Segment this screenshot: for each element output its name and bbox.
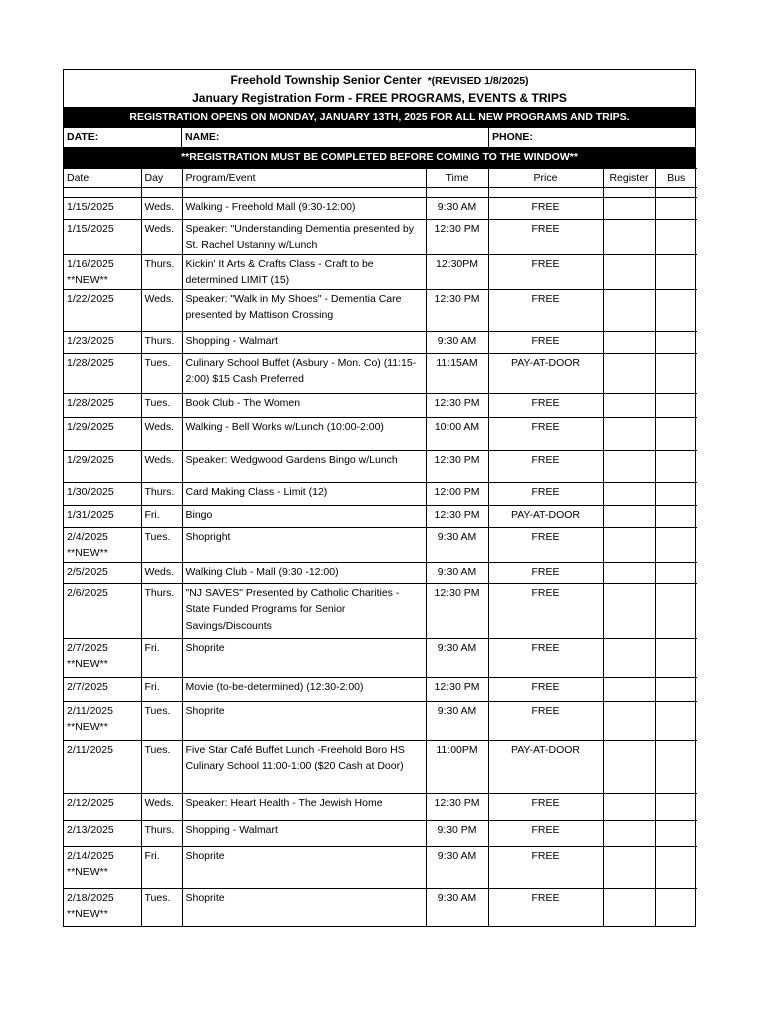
row-day: Tues. [141,393,182,417]
row-day: Weds. [141,197,182,219]
row-price: FREE [488,638,603,677]
row-time: 12:30 PM [426,393,488,417]
center-name: Freehold Township Senior Center [230,73,422,87]
contact-info-row [64,128,695,147]
table-row [64,740,697,793]
table-row [64,197,697,219]
row-program: Walking Club - Mall (9:30 -12:00) [182,562,426,583]
row-program: Card Making Class - Limit (12) [182,482,426,505]
row-price: PAY-AT-DOOR [488,740,603,793]
bus-cell[interactable] [655,740,697,793]
row-date [64,289,141,331]
row-price: FREE [488,331,603,353]
date-field[interactable]: DATE: [64,128,182,147]
row-price: FREE [488,677,603,701]
bus-cell[interactable] [655,505,697,527]
row-time: 12:30PM [426,254,488,289]
row-date [64,219,141,254]
register-cell[interactable] [603,219,655,254]
row-price: FREE [488,289,603,331]
table-header-row [64,169,697,188]
row-day: Fri. [141,846,182,888]
bus-cell[interactable] [655,353,697,393]
event-date: 2/13/2025 [67,823,114,836]
registration-warning: **REGISTRATION MUST BE COMPLETED BEFORE COMING TO THE WINDOW** [64,147,695,168]
col-header-price: Price [488,169,603,188]
row-date [64,740,141,793]
register-cell[interactable] [603,254,655,289]
row-date [64,254,141,289]
register-cell[interactable] [603,562,655,583]
row-time: 9:30 AM [426,846,488,888]
row-price: FREE [488,417,603,450]
row-time: 11:15AM [426,353,488,393]
row-day: Weds. [141,450,182,482]
event-date: 1/29/2025 [67,453,114,466]
row-program: Speaker: Heart Health - The Jewish Home [182,793,426,820]
row-price: FREE [488,701,603,740]
row-date [64,701,141,740]
bus-cell[interactable] [655,888,697,926]
register-cell[interactable] [603,793,655,820]
col-header-program: Program/Event [182,169,426,188]
row-program: Speaker: "Understanding Dementia presented by St. Rachel Ustanny w/Lunch [182,219,426,254]
row-time: 12:30 PM [426,583,488,638]
table-row [64,393,697,417]
new-badge: **NEW** [67,547,108,559]
new-badge: **NEW** [67,658,108,670]
table-row [64,417,697,450]
col-header-day: Day [141,169,182,188]
row-price: FREE [488,482,603,505]
row-day: Thurs. [141,331,182,353]
register-cell[interactable] [603,393,655,417]
table-row [64,527,697,562]
register-cell[interactable] [603,846,655,888]
row-day: Fri. [141,638,182,677]
register-cell[interactable] [603,289,655,331]
row-time: 12:30 PM [426,793,488,820]
table-row [64,638,697,677]
row-time: 12:30 PM [426,677,488,701]
row-day: Tues. [141,888,182,926]
event-date: 2/5/2025 [67,565,108,578]
table-row [64,677,697,701]
spacer-row [64,187,697,197]
row-price: FREE [488,219,603,254]
table-row [64,289,697,331]
row-date [64,417,141,450]
table-row [64,254,697,289]
new-badge: **NEW** [67,274,108,286]
row-price: FREE [488,583,603,638]
row-program: Shoprite [182,638,426,677]
row-time: 12:30 PM [426,505,488,527]
col-header-time: Time [426,169,488,188]
row-day: Weds. [141,289,182,331]
row-program: Shopping - Walmart [182,820,426,846]
registration-form [63,69,696,927]
col-header-date: Date [64,169,141,188]
event-date: 2/18/2025 [67,891,114,904]
event-date: 2/6/2025 [67,586,108,599]
row-price: FREE [488,846,603,888]
event-date: 1/28/2025 [67,356,114,369]
register-cell[interactable] [603,820,655,846]
bus-cell[interactable] [655,482,697,505]
row-date [64,583,141,638]
row-program: Kickin' It Arts & Crafts Class - Craft to be determined LIMIT (15) [182,254,426,289]
row-price: FREE [488,888,603,926]
row-date [64,793,141,820]
row-day: Tues. [141,527,182,562]
register-cell[interactable] [603,482,655,505]
register-cell[interactable] [603,638,655,677]
register-cell[interactable] [603,701,655,740]
row-program: Movie (to-be-determined) (12:30-2:00) [182,677,426,701]
row-time: 12:30 PM [426,289,488,331]
row-program: Speaker: "Walk in My Shoes" - Dementia Care presented by Mattison Crossing [182,289,426,331]
event-date: 2/11/2025 [67,704,113,717]
row-price: FREE [488,393,603,417]
table-row [64,219,697,254]
form-subtitle: January Registration Form - FREE PROGRAMS, EVENTS & TRIPS [192,91,567,105]
bus-cell[interactable] [655,289,697,331]
row-date [64,197,141,219]
bus-cell[interactable] [655,638,697,677]
row-time: 9:30 PM [426,820,488,846]
event-date: 1/15/2025 [67,222,114,235]
table-row [64,888,697,926]
table-row [64,450,697,482]
row-program: Speaker: Wedgwood Gardens Bingo w/Lunch [182,450,426,482]
register-cell[interactable] [603,353,655,393]
row-date [64,527,141,562]
register-cell[interactable] [603,417,655,450]
row-price: PAY-AT-DOOR [488,505,603,527]
row-time: 9:30 AM [426,527,488,562]
row-date [64,505,141,527]
row-date [64,393,141,417]
row-price: FREE [488,820,603,846]
row-price: FREE [488,254,603,289]
row-price: FREE [488,450,603,482]
row-date [64,331,141,353]
table-row [64,505,697,527]
row-day: Weds. [141,417,182,450]
row-date [64,450,141,482]
bus-cell[interactable] [655,701,697,740]
register-cell[interactable] [603,583,655,638]
event-date: 2/14/2025 [67,849,114,862]
row-day: Tues. [141,701,182,740]
row-day: Thurs. [141,583,182,638]
table-row [64,562,697,583]
table-row [64,701,697,740]
bus-cell[interactable] [655,820,697,846]
row-date [64,482,141,505]
form-title [64,70,695,90]
register-cell[interactable] [603,505,655,527]
registration-notice: REGISTRATION OPENS ON MONDAY, JANUARY 13TH, 2025 FOR ALL NEW PROGRAMS AND TRIPS. [64,107,695,128]
event-date: 1/30/2025 [67,485,114,498]
table-row [64,820,697,846]
row-time: 9:30 AM [426,331,488,353]
revised-note: *(REVISED 1/8/2025) [427,75,529,87]
row-program: Five Star Café Buffet Lunch -Freehold Boro HS Culinary School 11:00-1:00 ($20 Cash at Door) [182,740,426,793]
row-day: Weds. [141,219,182,254]
table-row [64,482,697,505]
col-header-bus: Bus [655,169,697,188]
row-day: Tues. [141,353,182,393]
row-price: FREE [488,562,603,583]
row-date [64,820,141,846]
new-badge: **NEW** [67,866,108,878]
row-date [64,888,141,926]
row-program: Walking - Freehold Mall (9:30-12:00) [182,197,426,219]
col-header-register: Register [603,169,655,188]
row-day: Thurs. [141,482,182,505]
new-badge: **NEW** [67,908,108,920]
row-day: Fri. [141,677,182,701]
register-cell[interactable] [603,888,655,926]
new-badge: **NEW** [67,721,108,733]
event-date: 1/23/2025 [67,334,114,347]
row-date [64,677,141,701]
table-row [64,583,697,638]
bus-cell[interactable] [655,393,697,417]
row-program: Bingo [182,505,426,527]
row-day: Tues. [141,740,182,793]
event-date: 1/29/2025 [67,420,114,433]
row-day: Fri. [141,505,182,527]
row-date [64,562,141,583]
row-day: Thurs. [141,254,182,289]
bus-cell[interactable] [655,450,697,482]
bus-cell[interactable] [655,677,697,701]
bus-cell[interactable] [655,254,697,289]
row-program: Shoprite [182,888,426,926]
row-time: 9:30 AM [426,888,488,926]
register-cell[interactable] [603,527,655,562]
bus-cell[interactable] [655,331,697,353]
row-time: 9:30 AM [426,562,488,583]
row-time: 12:30 PM [426,450,488,482]
event-date: 1/16/2025 [67,257,114,270]
register-cell[interactable] [603,331,655,353]
event-date: 2/7/2025 [67,680,108,693]
row-program: Book Club - The Women [182,393,426,417]
register-cell[interactable] [603,450,655,482]
bus-cell[interactable] [655,417,697,450]
bus-cell[interactable] [655,793,697,820]
row-program: Shopping - Walmart [182,331,426,353]
row-day: Thurs. [141,820,182,846]
event-date: 1/22/2025 [67,292,114,305]
row-program: Culinary School Buffet (Asbury - Mon. Co) (11:15-2:00) $15 Cash Preferred [182,353,426,393]
row-date [64,353,141,393]
bus-cell[interactable] [655,562,697,583]
name-field[interactable]: NAME: [182,128,489,147]
row-program: Shopright [182,527,426,562]
row-date [64,638,141,677]
register-cell[interactable] [603,677,655,701]
row-time: 12:30 PM [426,219,488,254]
row-price: FREE [488,527,603,562]
bus-cell[interactable] [655,846,697,888]
table-row [64,846,697,888]
event-date: 1/15/2025 [67,200,114,213]
row-program: "NJ SAVES" Presented by Catholic Charities - State Funded Programs for Senior Savings/Discounts [182,583,426,638]
program-table [64,168,697,926]
register-cell[interactable] [603,740,655,793]
row-date [64,846,141,888]
row-program: Shoprite [182,701,426,740]
event-date: 1/28/2025 [67,396,114,409]
row-time: 12:00 PM [426,482,488,505]
bus-cell[interactable] [655,219,697,254]
event-date: 2/4/2025 [67,530,108,543]
row-program: Shoprite [182,846,426,888]
event-date: 2/12/2025 [67,796,114,809]
event-date: 2/11/2025 [67,743,113,756]
bus-cell[interactable] [655,527,697,562]
row-time: 11:00PM [426,740,488,793]
row-time: 9:30 AM [426,197,488,219]
phone-field[interactable]: PHONE: [492,131,533,143]
row-price: PAY-AT-DOOR [488,353,603,393]
event-date: 1/31/2025 [67,508,114,521]
row-time: 9:30 AM [426,701,488,740]
row-day: Weds. [141,562,182,583]
row-time: 10:00 AM [426,417,488,450]
row-price: FREE [488,197,603,219]
table-row [64,331,697,353]
bus-cell[interactable] [655,197,697,219]
register-cell[interactable] [603,197,655,219]
bus-cell[interactable] [655,583,697,638]
row-time: 9:30 AM [426,638,488,677]
row-price: FREE [488,793,603,820]
event-date: 2/7/2025 [67,641,108,654]
table-row [64,353,697,393]
row-day: Weds. [141,793,182,820]
row-program: Walking - Bell Works w/Lunch (10:00-2:00) [182,417,426,450]
table-row [64,793,697,820]
